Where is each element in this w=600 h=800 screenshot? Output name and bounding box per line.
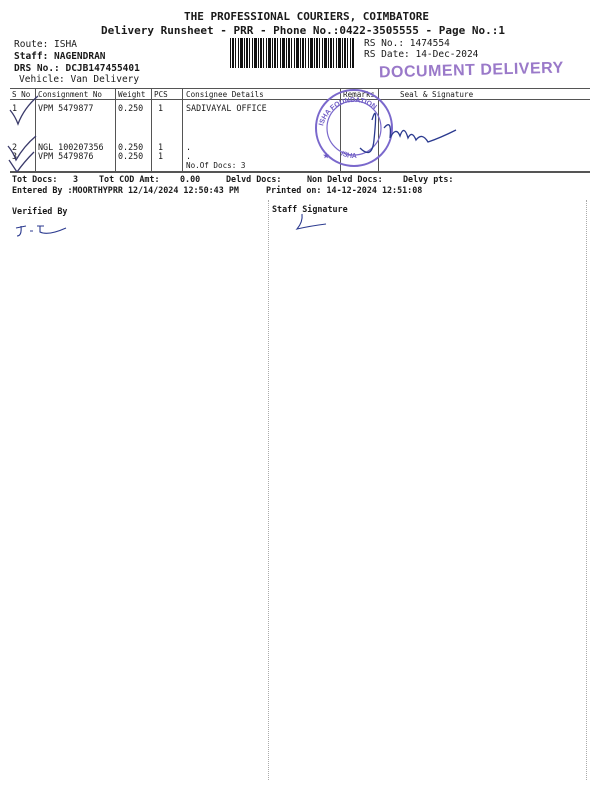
company-title: THE PROFESSIONAL COURIERS, COIMBATORE <box>184 10 430 23</box>
guide-line <box>268 200 269 780</box>
header-pcs: PCS <box>154 90 168 99</box>
row-1-consignee: SADIVAYAL OFFICE <box>186 103 267 113</box>
header-sno: S No <box>12 90 31 99</box>
isha-seal <box>316 90 392 166</box>
seal-star-icon: ★ <box>323 153 330 160</box>
rs-date: RS Date: 14-Dec-2024 <box>364 49 479 60</box>
header-remarks: Remarks <box>343 90 376 99</box>
row-2-weight: 0.250 <box>118 142 144 152</box>
row-3-sno: 3 <box>12 151 18 161</box>
header-consignee: Consignee Details <box>186 90 264 99</box>
row-2-consignee: . <box>186 142 192 152</box>
tot-cod-label: Tot COD Amt: <box>99 174 160 184</box>
seal-bottom-text: ISHA <box>339 150 357 161</box>
runsheet-subtitle: Delivery Runsheet - PRR - Phone No.:0422-3505555 - Page No.:1 <box>101 24 505 37</box>
delvd-docs-label: Delvd Docs: <box>226 174 282 184</box>
guide-line <box>586 200 587 780</box>
seal-top-text: ISHA FOUNDATION <box>318 96 378 127</box>
vehicle-label: Vehicle: Van Delivery <box>19 74 140 85</box>
delivery-signature <box>360 113 456 152</box>
row-3-consignment: VPM 5479876 <box>38 151 94 161</box>
tot-docs-value: 3 <box>73 174 79 184</box>
no-of-docs: No.Of Docs: 3 <box>186 161 246 170</box>
document-delivery-stamp: DOCUMENT DELIVERY <box>378 59 564 82</box>
delvy-pts-label: Delvy pts: <box>403 174 454 184</box>
tick-mark-row-3 <box>9 152 34 172</box>
verified-by-label: Verified By <box>12 206 68 216</box>
staff-signature-label: Staff Signature <box>272 204 348 214</box>
printed-on: Printed on: 14-12-2024 12:51:08 <box>266 185 423 195</box>
row-3-pcs: 1 <box>158 151 164 161</box>
row-2-sno: 2 <box>12 142 18 152</box>
staff-label: Staff: NAGENDRAN <box>14 51 106 62</box>
tick-mark-row-2 <box>8 136 36 160</box>
tick-mark-row-1 <box>10 96 38 124</box>
row-3-consignee: . <box>186 151 192 161</box>
row-1-weight: 0.250 <box>118 103 144 113</box>
non-delvd-docs-label: Non Delvd Docs: <box>307 174 383 184</box>
tot-docs-label: Tot Docs: <box>12 174 58 184</box>
row-2-pcs: 1 <box>158 142 164 152</box>
row-3-weight: 0.250 <box>118 151 144 161</box>
row-1-consignment: VPM 5479877 <box>38 103 94 113</box>
totals-rule <box>10 172 590 173</box>
tot-cod-value: 0.00 <box>180 174 201 184</box>
row-1-pcs: 1 <box>158 103 164 113</box>
rs-number: RS No.: 1474554 <box>364 38 450 49</box>
row-2-consignment: NGL 100207356 <box>38 142 104 152</box>
row-1-sno: 1 <box>12 103 18 113</box>
header-consignment: Consignment No <box>38 90 103 99</box>
staff-signature-mark <box>297 214 326 229</box>
drs-number: DRS No.: DCJB147455401 <box>14 63 140 74</box>
verified-initials <box>16 226 66 236</box>
header-seal: Seal & Signature <box>400 90 474 99</box>
entered-by: Entered By :MOORTHYPRR 12/14/2024 12:50:43 PM <box>12 185 239 195</box>
header-weight: Weight <box>118 90 146 99</box>
route-label: Route: ISHA <box>14 39 77 50</box>
